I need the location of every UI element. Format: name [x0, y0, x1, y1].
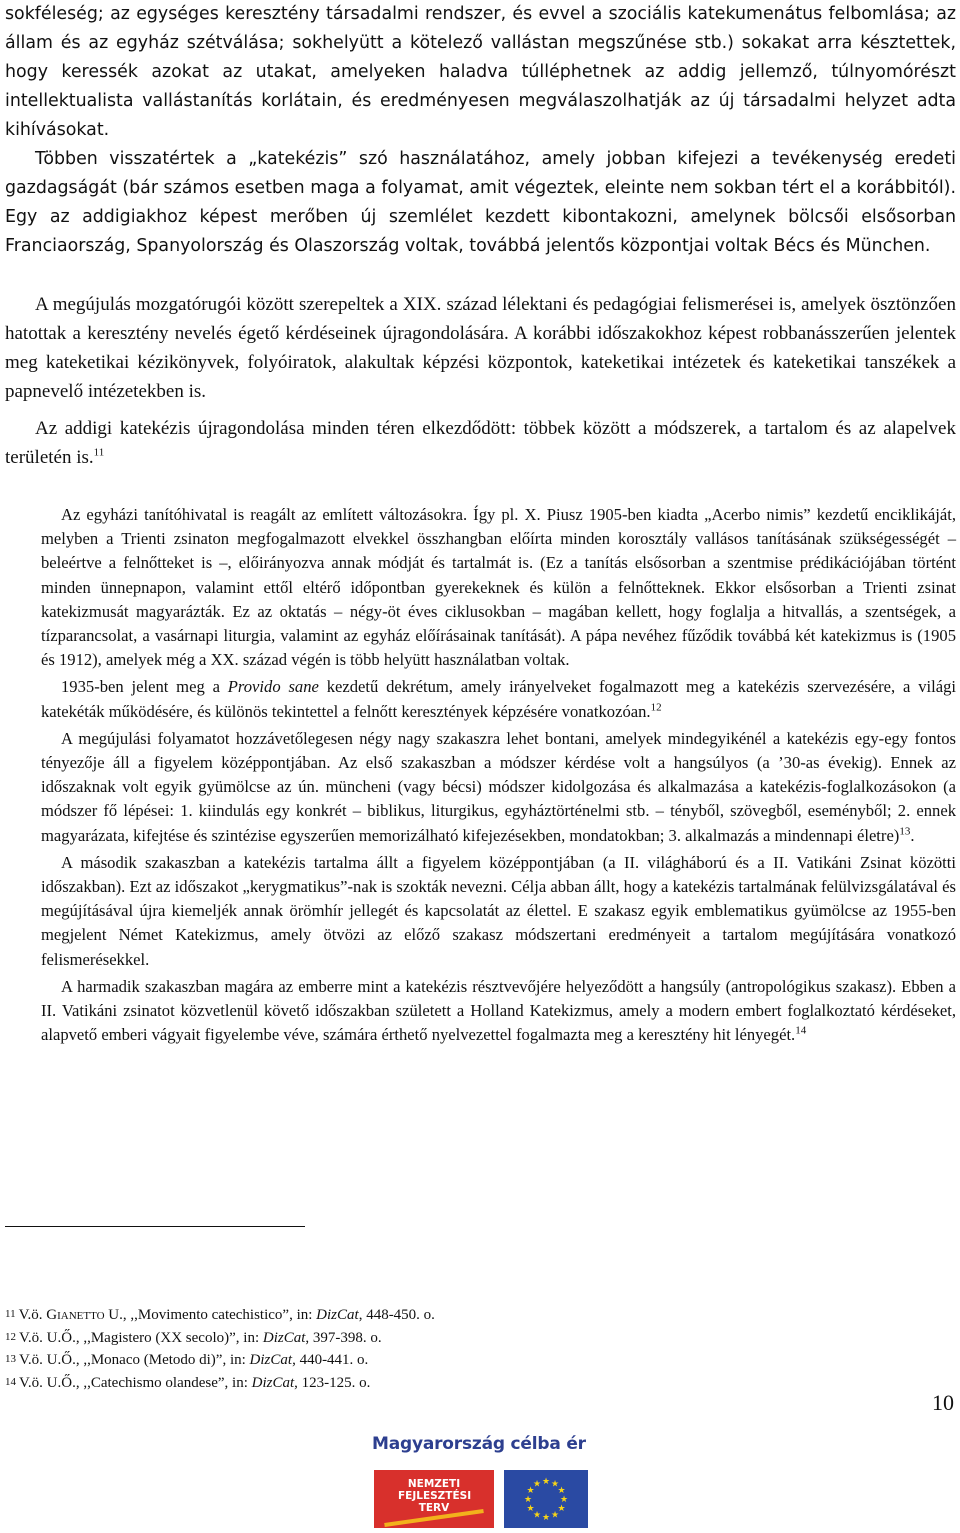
svg-text:★: ★	[532, 1479, 542, 1490]
paragraph-intro: sokféleség; az egységes keresztény társadalmi rendszer, és evvel a szociális katekumenátus felbomlása; az állam és az egyház szétválása; sokhelyütt a kötelező vallástan megszűnése stb.) sokakat arra késztettek, hogy keressék azokat az utakat, amelyeken haladva túlléphetnek az addig jellemző, túlnyomórészt intellektualista vallástanítás korlátain, és eredményesen megválaszolhatják az új társadalmi helyzet adta kihívásokat.	[5, 4, 956, 140]
paragraph-megujulas: A megújulás mozgatórugói között szerepeltek a XIX. század lélektani és pedagógiai felismerései is, amelyek ösztönzően hatottak a keresztény nevelés égető kérdéseinek újragondolására. A korábbi időszakokhoz képest robbanásszerűen jelentek meg kateketikai kézikönyvek, folyóiratok, alakultak képzési központok, kateketikai intézetek és kateketikai tanszékek a papnevelő intézetekben is.	[5, 294, 956, 402]
eu-stars	[504, 1470, 588, 1528]
paragraph-provido-sane: 1935-ben jelent meg a Provido sane kezdetű dekrétum, amely irányelveket fogalmazott meg a katekézis szervezésére, a világi katekéták működésére, és különös tekintettel a felnőtt keresztények képzésére vonatkozóan.$^{12}$	[41, 677, 956, 721]
footnote-13: 13 V.ö. U.Ő., ,,Monaco (Metodo di)”, in: DizCat, 440-441. o.	[5, 1352, 369, 1369]
footnote-11: 11 V.ö. Gianetto U., ,,Movimento catechistico”, in: DizCat, 448-450. o.	[5, 1307, 435, 1323]
footnote-ref-14[interactable]: 14	[795, 1024, 807, 1037]
svg-text:★: ★	[532, 1510, 542, 1521]
indented-section	[41, 503, 956, 1050]
footnote-ref-13[interactable]: 13	[899, 825, 911, 838]
nft-logo	[374, 1470, 494, 1528]
svg-text:★: ★	[526, 1504, 535, 1514]
svg-text:★: ★	[541, 1477, 551, 1487]
funding-logos	[0, 1430, 960, 1533]
footnote-14: 14 V.ö. U.Ő., ,,Catechismo olandese”, in: DizCat, 123-125. o.	[5, 1375, 371, 1392]
svg-text:★: ★	[557, 1486, 566, 1496]
slogan-text: Magyarország célba ér	[372, 1434, 586, 1454]
main-text-serif	[5, 290, 956, 472]
svg-text:★: ★	[550, 1510, 560, 1521]
footnote-ref-11[interactable]: 11	[93, 446, 105, 459]
paragraph-szakaszok: A megújulási folyamatot hozzávetőlegesen négy nagy szakaszra lehet bontani, amelyek mindegyikénél a katekézis egy-egy fontos tényezője áll a figyelem középpontjában. Az első szakaszban a módszer kérdése volt a hangsúlyos (a ’30-as évekig). Ennek az időszaknak volt egyik gyümölcse az ún. müncheni (vagy bécsi) módszer kidolgozása és alkalmazása a katekézis-foglalkozásokon (a módszer fő lépései: 1. kiindulás egy konkrét – biblikus, liturgikus, egyháztörténelmi stb. – tényből, szövegből, eseményből; 2. ennek magyarázata, kifejtése és szintézise egyszerűen memorizálható kifejezésekben, mondatokban; 3. alkalmazás a mindennapi életre)$^{13}$.	[41, 728, 956, 845]
paragraph-katekezis: Többen visszatértek a „katekézis” szó használatához, amely jobban kifejezi a tevékenység eredeti gazdagságát (bár számos esetben maga a folyamat, amit végeztek, eleinte nem sokban tért el a korábbitól). Egy az addigiakhoz képest merőben új szemlélet kezdett kibontakozni, amelynek bölcsői elsősorban Franciaország, Spanyolország és Olaszország voltak, továbbá jelentős központjai voltak Bécs és München.	[5, 149, 956, 256]
svg-text:★: ★	[550, 1479, 560, 1490]
svg-text:★: ★	[541, 1513, 551, 1523]
paragraph-tanitohivatal: Az egyházi tanítóhivatal is reagált az említett változásokra. Így pl. X. Piusz 1905-ben kiadta „Acerbo nimis” kezdetű enciklikáját, melyben a Trienti zsinaton megfogalmazott elvekkel összhangban előírta minden korosztály vallásos tanításának szükségességét – beleértve a felnőtteket is –, előirányozva annak módját és tartalmát is. (Ez a tanítás elsősorban a szentmise prédikációjában történt minden ünnepnapon, valamint ettől eltérő időpontban gyerekeknek és külön a felnőtteknek. Ekkor elsősorban a Trienti zsinat katekizmusát magyarázták. Ez az oktatás – négy-öt éves ciklusokban – magában kellett, hogy foglalja a hitvallás, a szentségek, a tízparancsolat, a vasárnapi liturgia, valamint az egyház előírásainak tanítását). A pápa nevéhez fűződik továbbá két katekizmus is (1905 és 1912), amelyek még a XX. század végén is több helyütt használatban voltak.	[41, 505, 956, 670]
footnote-12: 12 V.ö. U.Ő., ,,Magistero (XX secolo)”, in: DizCat, 397-398. o.	[5, 1329, 382, 1346]
svg-text:★: ★	[523, 1495, 533, 1505]
paragraph-harmadik-szakasz: A harmadik szakaszban magára az emberre mint a katekézis résztvevőjére helyeződött a hangsúly (antropológikus szakasz). Ebben a II. Vatikáni zsinatot közvetlenül követő időszakban született a Holland Katekizmus, amely a modern embert foglalkoztató kérdéseket, alapvető emberi vágyait figyelembe véve, számára érthető nyelvezettel fogalmazta meg a keresztény hit lényegét.$^{14}$	[41, 976, 956, 1045]
eu-flag-icon	[504, 1470, 588, 1528]
footnote-ref-12[interactable]: 12	[650, 701, 662, 714]
footnotes	[5, 1304, 705, 1395]
paragraph-masodik-szakasz: A második szakaszban a katekézis tartalma állt a figyelem középpontjában (a II. világháború és a II. Vatikáni Zsinat közötti időszakban). Ezt az időszakot „kerygmatikus”-nak is szokták nevezni. Célja abban állt, hogy a katekézis tartalmának felülvizsgálatával és megújításával újra kiemeljék annak örömhír jellegét és kapcsolatát az élettel. E szakasz egyik emblematikus gyümölcse az 1955-ben megjelent Német Katekizmus, amely ötvözi az előző szakasz módszertani eredményeit a tartalom megújítására vonatkozó felismerésekkel.	[41, 852, 956, 969]
main-text	[5, 0, 956, 261]
svg-text:★: ★	[557, 1504, 566, 1514]
document-title-italic: Provido sane	[227, 677, 319, 697]
svg-text:★: ★	[526, 1486, 535, 1496]
footnote-separator	[5, 1226, 305, 1227]
nft-logo-text: NEMZETI FEJLESZTÉSI TERV	[398, 1478, 472, 1514]
page-number: 10	[932, 1390, 954, 1415]
svg-text:★: ★	[559, 1495, 569, 1505]
paragraph-ujragondolas: Az addigi katekézis újragondolása minden téren elkezdődött: többek között a módszerek, a tartalom és az alapelvek területén is.$^{11}$	[5, 418, 956, 468]
